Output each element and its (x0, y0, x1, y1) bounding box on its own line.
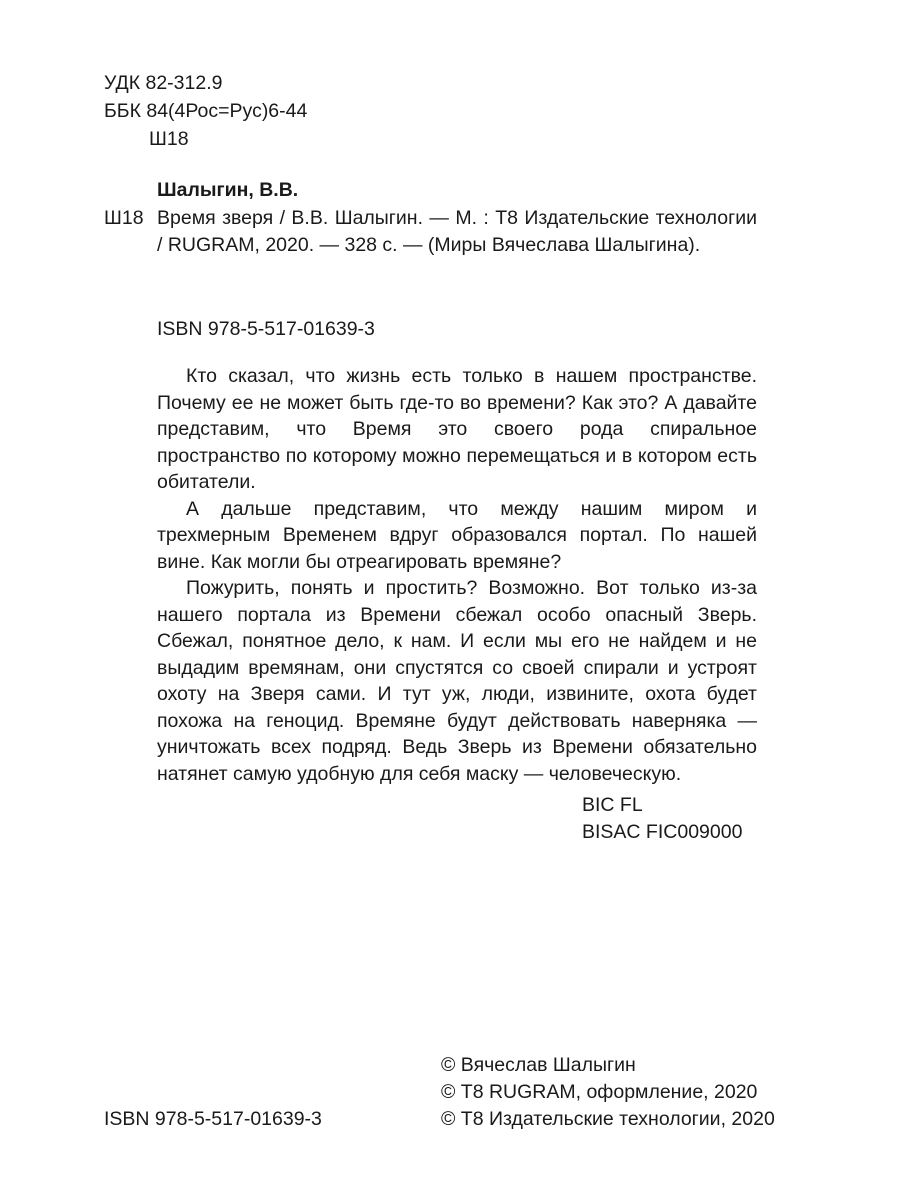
bisac-code: BISAC FIC009000 (582, 821, 743, 843)
catalog-isbn: ISBN 978-5-517-01639-3 (157, 318, 375, 340)
copyright-block (441, 1052, 775, 1133)
classification-block (104, 70, 307, 154)
copyright-line: © Т8 Издательские технологии, 2020 (441, 1108, 775, 1130)
annotation-paragraph: А дальше представим, что между нашим миром и трехмерным Временем вдруг образовался портал. По нашей вине. Как могли бы отреагировать времяне? (157, 497, 757, 573)
copyright-line: © Вячеслав Шалыгин (441, 1054, 636, 1076)
copyright-line: © Т8 RUGRAM, оформление, 2020 (441, 1081, 758, 1103)
bibliographic-description: Время зверя / В.В. Шалыгин. — М. : Т8 Издательские технологии / RUGRAM, 2020. — 328 с. — (Миры Вячеслава Шалыгина). (157, 207, 757, 256)
catalog-code: Ш18 (104, 207, 144, 229)
annotation (157, 363, 757, 787)
udk-code: УДК 82-312.9 (104, 72, 223, 94)
annotation-paragraph: Кто сказал, что жизнь есть только в нашем пространстве. Почему ее не может быть где-то во времени? Как это? А давайте представим, что Время это своего рода спиральное пространство по которому можно перемещаться и в котором есть обитатели. (157, 365, 757, 493)
bic-code: BIC FL (582, 794, 643, 816)
annotation-paragraph: Пожурить, понять и простить? Возможно. Вот только из-за нашего портала из Времени сбежал особо опасный Зверь. Сбежал, понятное дело, к нам. И если мы его не найдем и не выдадим времянам, они спустятся со своей спирали и устроят охоту на Зверя сами. И тут уж, люди, извините, охота будет похожа на геноцид. Времяне будут действовать наверняка — уничтожать всех подряд. Ведь Зверь из Времени обязательно натянет самую удобную для себя маску — человеческую. (157, 577, 757, 785)
bbk-code: ББК 84(4Рос=Рус)6-44 (104, 100, 308, 122)
subject-codes (582, 792, 742, 846)
footer-isbn: ISBN 978-5-517-01639-3 (104, 1108, 322, 1130)
author-sign: Ш18 (149, 128, 189, 150)
catalog-author: Шалыгин, В.В. (157, 179, 299, 201)
